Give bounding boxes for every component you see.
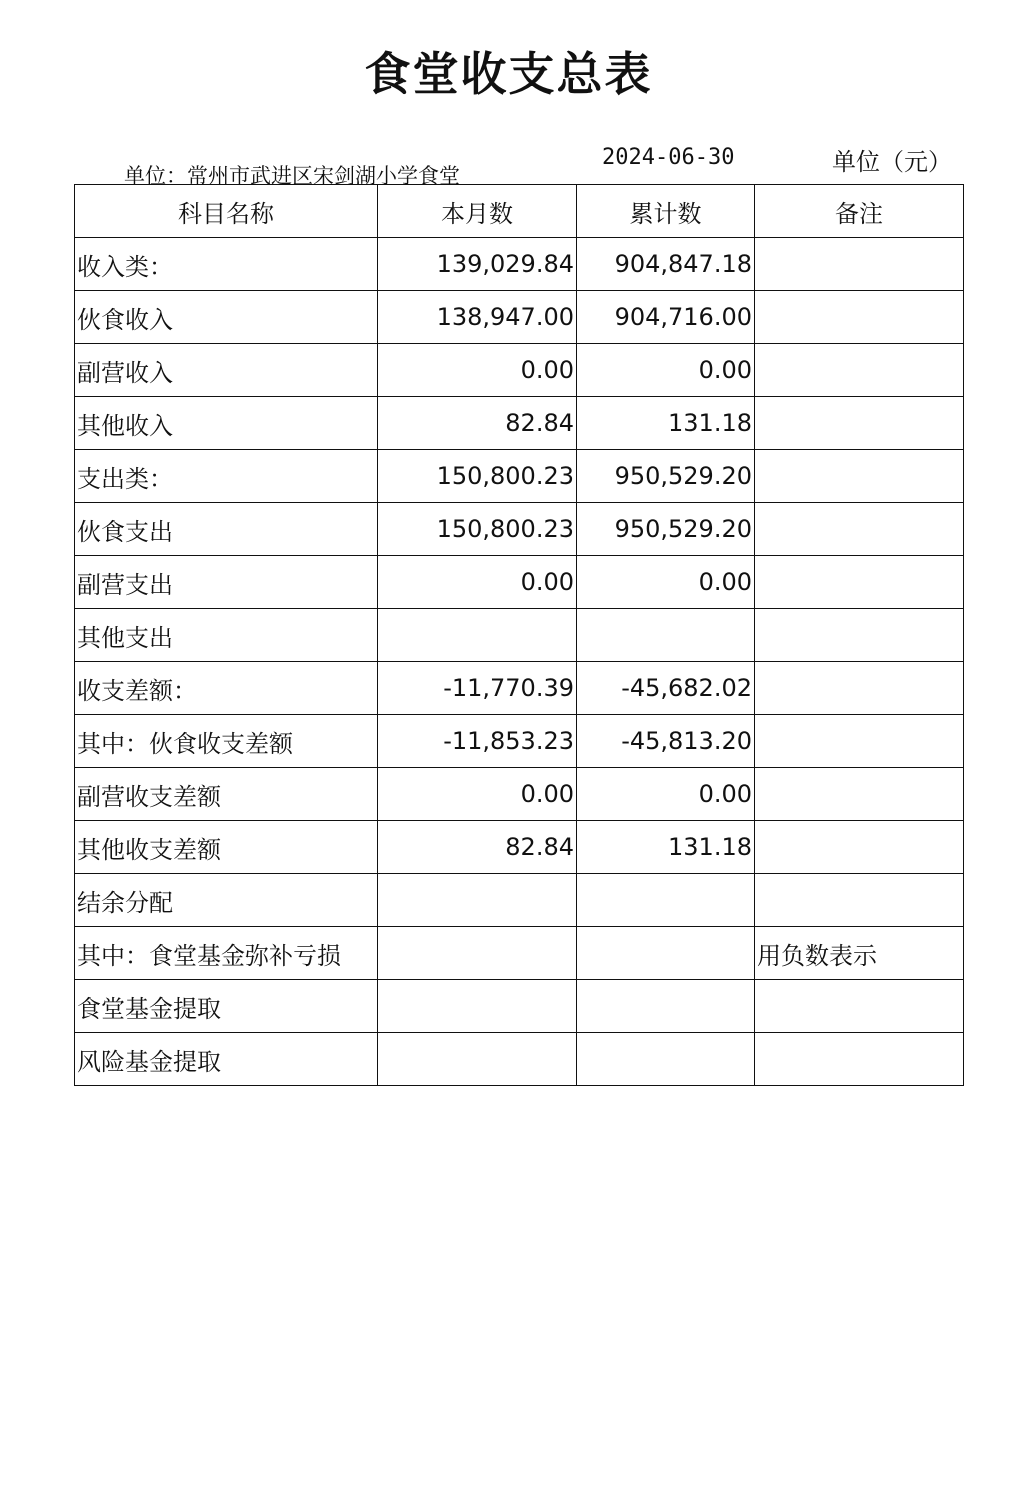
- row-note: [755, 397, 964, 450]
- row-subject: 支出类：: [75, 450, 378, 503]
- unit-name: 单位：常州市武进区宋剑湖小学食堂: [124, 164, 460, 188]
- row-note: [755, 1033, 964, 1086]
- column-header-month: 本月数: [378, 185, 577, 238]
- ledger-table: [74, 184, 964, 1086]
- row-note: [755, 291, 964, 344]
- row-cumulative-value: 904,716.00: [577, 291, 755, 344]
- row-note: [755, 715, 964, 768]
- row-cumulative-value: 131.18: [577, 821, 755, 874]
- row-month-value: 82.84: [378, 821, 577, 874]
- page-title: 食堂收支总表: [364, 47, 653, 101]
- row-note: [755, 344, 964, 397]
- row-month-value: 0.00: [378, 556, 577, 609]
- row-subject: 副营收支差额: [75, 768, 378, 821]
- row-note: [755, 768, 964, 821]
- row-month-value: -11,853.23: [378, 715, 577, 768]
- currency-unit: 单位（元）: [832, 148, 952, 176]
- row-subject: 其他收入: [75, 397, 378, 450]
- report-date: 2024-06-30: [602, 145, 735, 170]
- row-subject: 食堂基金提取: [75, 980, 378, 1033]
- table-row: [75, 1033, 964, 1086]
- row-cumulative-value: [577, 927, 755, 980]
- row-month-value: 138,947.00: [378, 291, 577, 344]
- row-subject: 结余分配: [75, 874, 378, 927]
- row-note: [755, 874, 964, 927]
- row-note: [755, 238, 964, 291]
- row-month-value: [378, 980, 577, 1033]
- row-cumulative-value: 904,847.18: [577, 238, 755, 291]
- column-header-cumulative: 累计数: [577, 185, 755, 238]
- row-month-value: 150,800.23: [378, 503, 577, 556]
- table-row: [75, 291, 964, 344]
- table-row: [75, 397, 964, 450]
- table-row: [75, 344, 964, 397]
- column-header-subject: 科目名称: [75, 185, 378, 238]
- table-row: [75, 238, 964, 291]
- row-cumulative-value: 0.00: [577, 556, 755, 609]
- row-note: 用负数表示: [755, 927, 964, 980]
- table-row: [75, 662, 964, 715]
- row-note: [755, 980, 964, 1033]
- row-subject: 副营支出: [75, 556, 378, 609]
- row-cumulative-value: 0.00: [577, 344, 755, 397]
- table-row: [75, 609, 964, 662]
- column-header-note: 备注: [755, 185, 964, 238]
- table-row: [75, 556, 964, 609]
- table-row: [75, 450, 964, 503]
- row-cumulative-value: -45,813.20: [577, 715, 755, 768]
- table-row: [75, 768, 964, 821]
- row-month-value: 0.00: [378, 768, 577, 821]
- ledger-body: [75, 238, 964, 1086]
- row-month-value: [378, 927, 577, 980]
- row-cumulative-value: [577, 1033, 755, 1086]
- row-month-value: 0.00: [378, 344, 577, 397]
- row-subject: 收支差额：: [75, 662, 378, 715]
- row-cumulative-value: 131.18: [577, 397, 755, 450]
- table-header-row: [75, 185, 964, 238]
- row-month-value: 139,029.84: [378, 238, 577, 291]
- row-note: [755, 662, 964, 715]
- row-cumulative-value: 950,529.20: [577, 450, 755, 503]
- table-row: [75, 874, 964, 927]
- table-row: [75, 980, 964, 1033]
- row-cumulative-value: [577, 874, 755, 927]
- row-month-value: 150,800.23: [378, 450, 577, 503]
- row-subject: 其中：食堂基金弥补亏损: [75, 927, 378, 980]
- row-month-value: [378, 1033, 577, 1086]
- row-month-value: [378, 609, 577, 662]
- row-note: [755, 450, 964, 503]
- row-cumulative-value: -45,682.02: [577, 662, 755, 715]
- row-note: [755, 609, 964, 662]
- row-cumulative-value: 0.00: [577, 768, 755, 821]
- row-month-value: 82.84: [378, 397, 577, 450]
- row-note: [755, 503, 964, 556]
- row-month-value: [378, 874, 577, 927]
- row-cumulative-value: [577, 609, 755, 662]
- row-subject: 收入类：: [75, 238, 378, 291]
- row-subject: 风险基金提取: [75, 1033, 378, 1086]
- table-row: [75, 715, 964, 768]
- row-subject: 其他收支差额: [75, 821, 378, 874]
- row-subject: 其中：伙食收支差额: [75, 715, 378, 768]
- row-subject: 其他支出: [75, 609, 378, 662]
- row-note: [755, 821, 964, 874]
- row-subject: 伙食收入: [75, 291, 378, 344]
- row-note: [755, 556, 964, 609]
- row-cumulative-value: [577, 980, 755, 1033]
- row-subject: 副营收入: [75, 344, 378, 397]
- table-row: [75, 927, 964, 980]
- table-row: [75, 821, 964, 874]
- table-row: [75, 503, 964, 556]
- row-cumulative-value: 950,529.20: [577, 503, 755, 556]
- row-month-value: -11,770.39: [378, 662, 577, 715]
- row-subject: 伙食支出: [75, 503, 378, 556]
